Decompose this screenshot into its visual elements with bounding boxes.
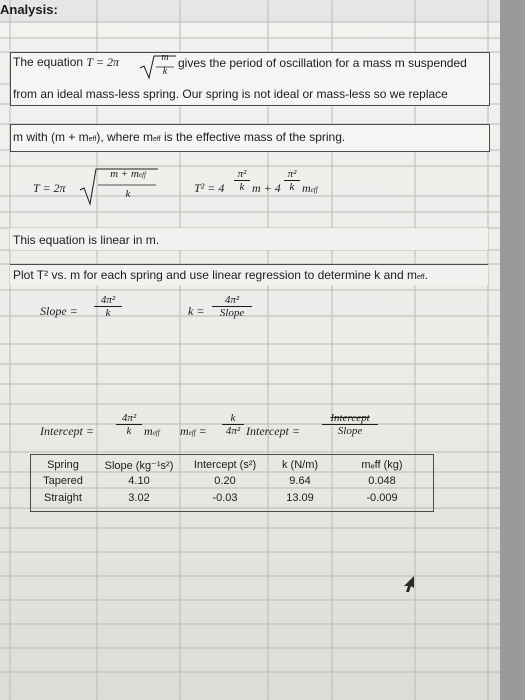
meff-eq-lhs-text: m <box>180 424 189 438</box>
meff-line-sub2: eff <box>153 136 161 143</box>
table-header-meff: mₑff (kg) <box>361 459 403 471</box>
table-cell: -0.009 <box>366 492 398 504</box>
meff-eq-lhs-sub: eff <box>188 429 196 437</box>
header-row-shade <box>0 0 500 22</box>
table-cell: Straight <box>44 492 82 504</box>
intro-pre-text: The equation <box>13 55 87 69</box>
eq2-lhs: T² = 4 <box>194 181 225 195</box>
table-cell: Tapered <box>43 475 83 487</box>
meff-eq-frac <box>222 412 244 437</box>
table-cell: 9.64 <box>289 475 311 487</box>
intercept-eq-num: 4π² <box>121 412 137 424</box>
intro-line-2: from an ideal mass-less spring. Our spring is not ideal or mass-less so we replace <box>13 87 448 101</box>
intro-frac-den: k <box>162 66 168 77</box>
plot-note-pre: Plot T² vs. m for each spring and use linear regression to determine k and m <box>13 268 417 282</box>
intro-frac-num: m <box>161 52 169 63</box>
eq2-tail <box>302 181 318 196</box>
eq2-tail-sub: eff <box>310 186 318 194</box>
k-eq-den: Slope <box>212 306 252 319</box>
meff-line <box>13 130 345 144</box>
eq2-f2-num: π² <box>287 168 297 180</box>
slope-eq-frac <box>94 294 122 319</box>
eq1-lhs: T = 2π <box>33 181 66 195</box>
meff-line-pre: m with (m + m <box>13 130 89 144</box>
slope-eq-num: 4π² <box>100 294 116 306</box>
linear-note: This equation is linear in m. <box>13 233 160 247</box>
plot-note <box>13 268 487 282</box>
cursor-arrow-icon <box>402 574 418 594</box>
ratio-eq-den: Slope <box>322 424 378 437</box>
plot-note-sub: eff <box>416 274 425 281</box>
table-cell: 0.048 <box>368 475 396 487</box>
intercept-eq-tail-text: m <box>144 424 153 438</box>
slope-eq-lhs: Slope = <box>40 304 78 318</box>
intercept-eq-den: k <box>116 424 142 437</box>
intercept-eq-tail-sub: eff <box>152 429 160 437</box>
meff-eq-tail: Intercept = <box>246 424 300 438</box>
meff-eq-num: k <box>230 412 236 424</box>
eq2-f1 <box>234 168 250 193</box>
slope-eq-den: k <box>94 306 122 319</box>
intro-eq-lhs: T = 2π <box>86 55 119 69</box>
eq2-f2 <box>284 168 300 193</box>
intercept-eq-frac <box>116 412 142 437</box>
table-header-spring: Spring <box>47 459 79 471</box>
meff-line-mid: ), where m <box>96 130 154 144</box>
table-cell: 13.09 <box>286 492 314 504</box>
eq1-den: k <box>125 188 131 200</box>
k-eq-lhs: k = <box>188 304 205 318</box>
eq1-num-sub: eff <box>138 171 146 179</box>
meff-line-end: is the effective mass of the spring. <box>160 130 346 144</box>
table-cell: 3.02 <box>128 492 150 504</box>
eq2-f1-den: k <box>234 180 250 193</box>
eq2-mid: m + 4 <box>252 181 281 195</box>
ratio-eq-num: Intercept <box>330 412 370 424</box>
eq2-f2-den: k <box>284 180 300 193</box>
eq1-num-text: m + m <box>110 168 139 180</box>
eq1-num <box>98 168 158 180</box>
k-eq-num: 4π² <box>224 294 240 306</box>
intercept-eq-tail <box>144 424 160 439</box>
intro-line-1 <box>13 55 119 70</box>
table-header-slope: Slope (kg⁻¹s²) <box>104 460 174 472</box>
eq2-f1-num: π² <box>237 168 247 180</box>
meff-eq-equals: = <box>198 424 207 438</box>
analysis-heading: Analysis: <box>0 2 58 17</box>
plot-note-post: . <box>424 268 428 282</box>
table-header-k: k (N/m) <box>281 459 319 471</box>
meff-eq-den: 4π² <box>222 424 244 437</box>
table-cell: 0.20 <box>214 475 236 487</box>
meff-line-sub: eff <box>88 136 97 143</box>
table-header-intercept: Intercept (s²) <box>193 459 257 471</box>
table-cell: 4.10 <box>128 475 150 487</box>
eq2-tail-text: m <box>302 181 311 195</box>
table-cell: -0.03 <box>212 492 238 504</box>
intro-line-1-post: gives the period of oscillation for a mass m suspended <box>178 56 467 70</box>
intercept-eq-lhs: Intercept = <box>40 424 94 438</box>
k-eq-frac <box>212 294 252 319</box>
meff-eq-lhs <box>180 424 207 439</box>
ratio-eq-frac <box>322 412 378 437</box>
